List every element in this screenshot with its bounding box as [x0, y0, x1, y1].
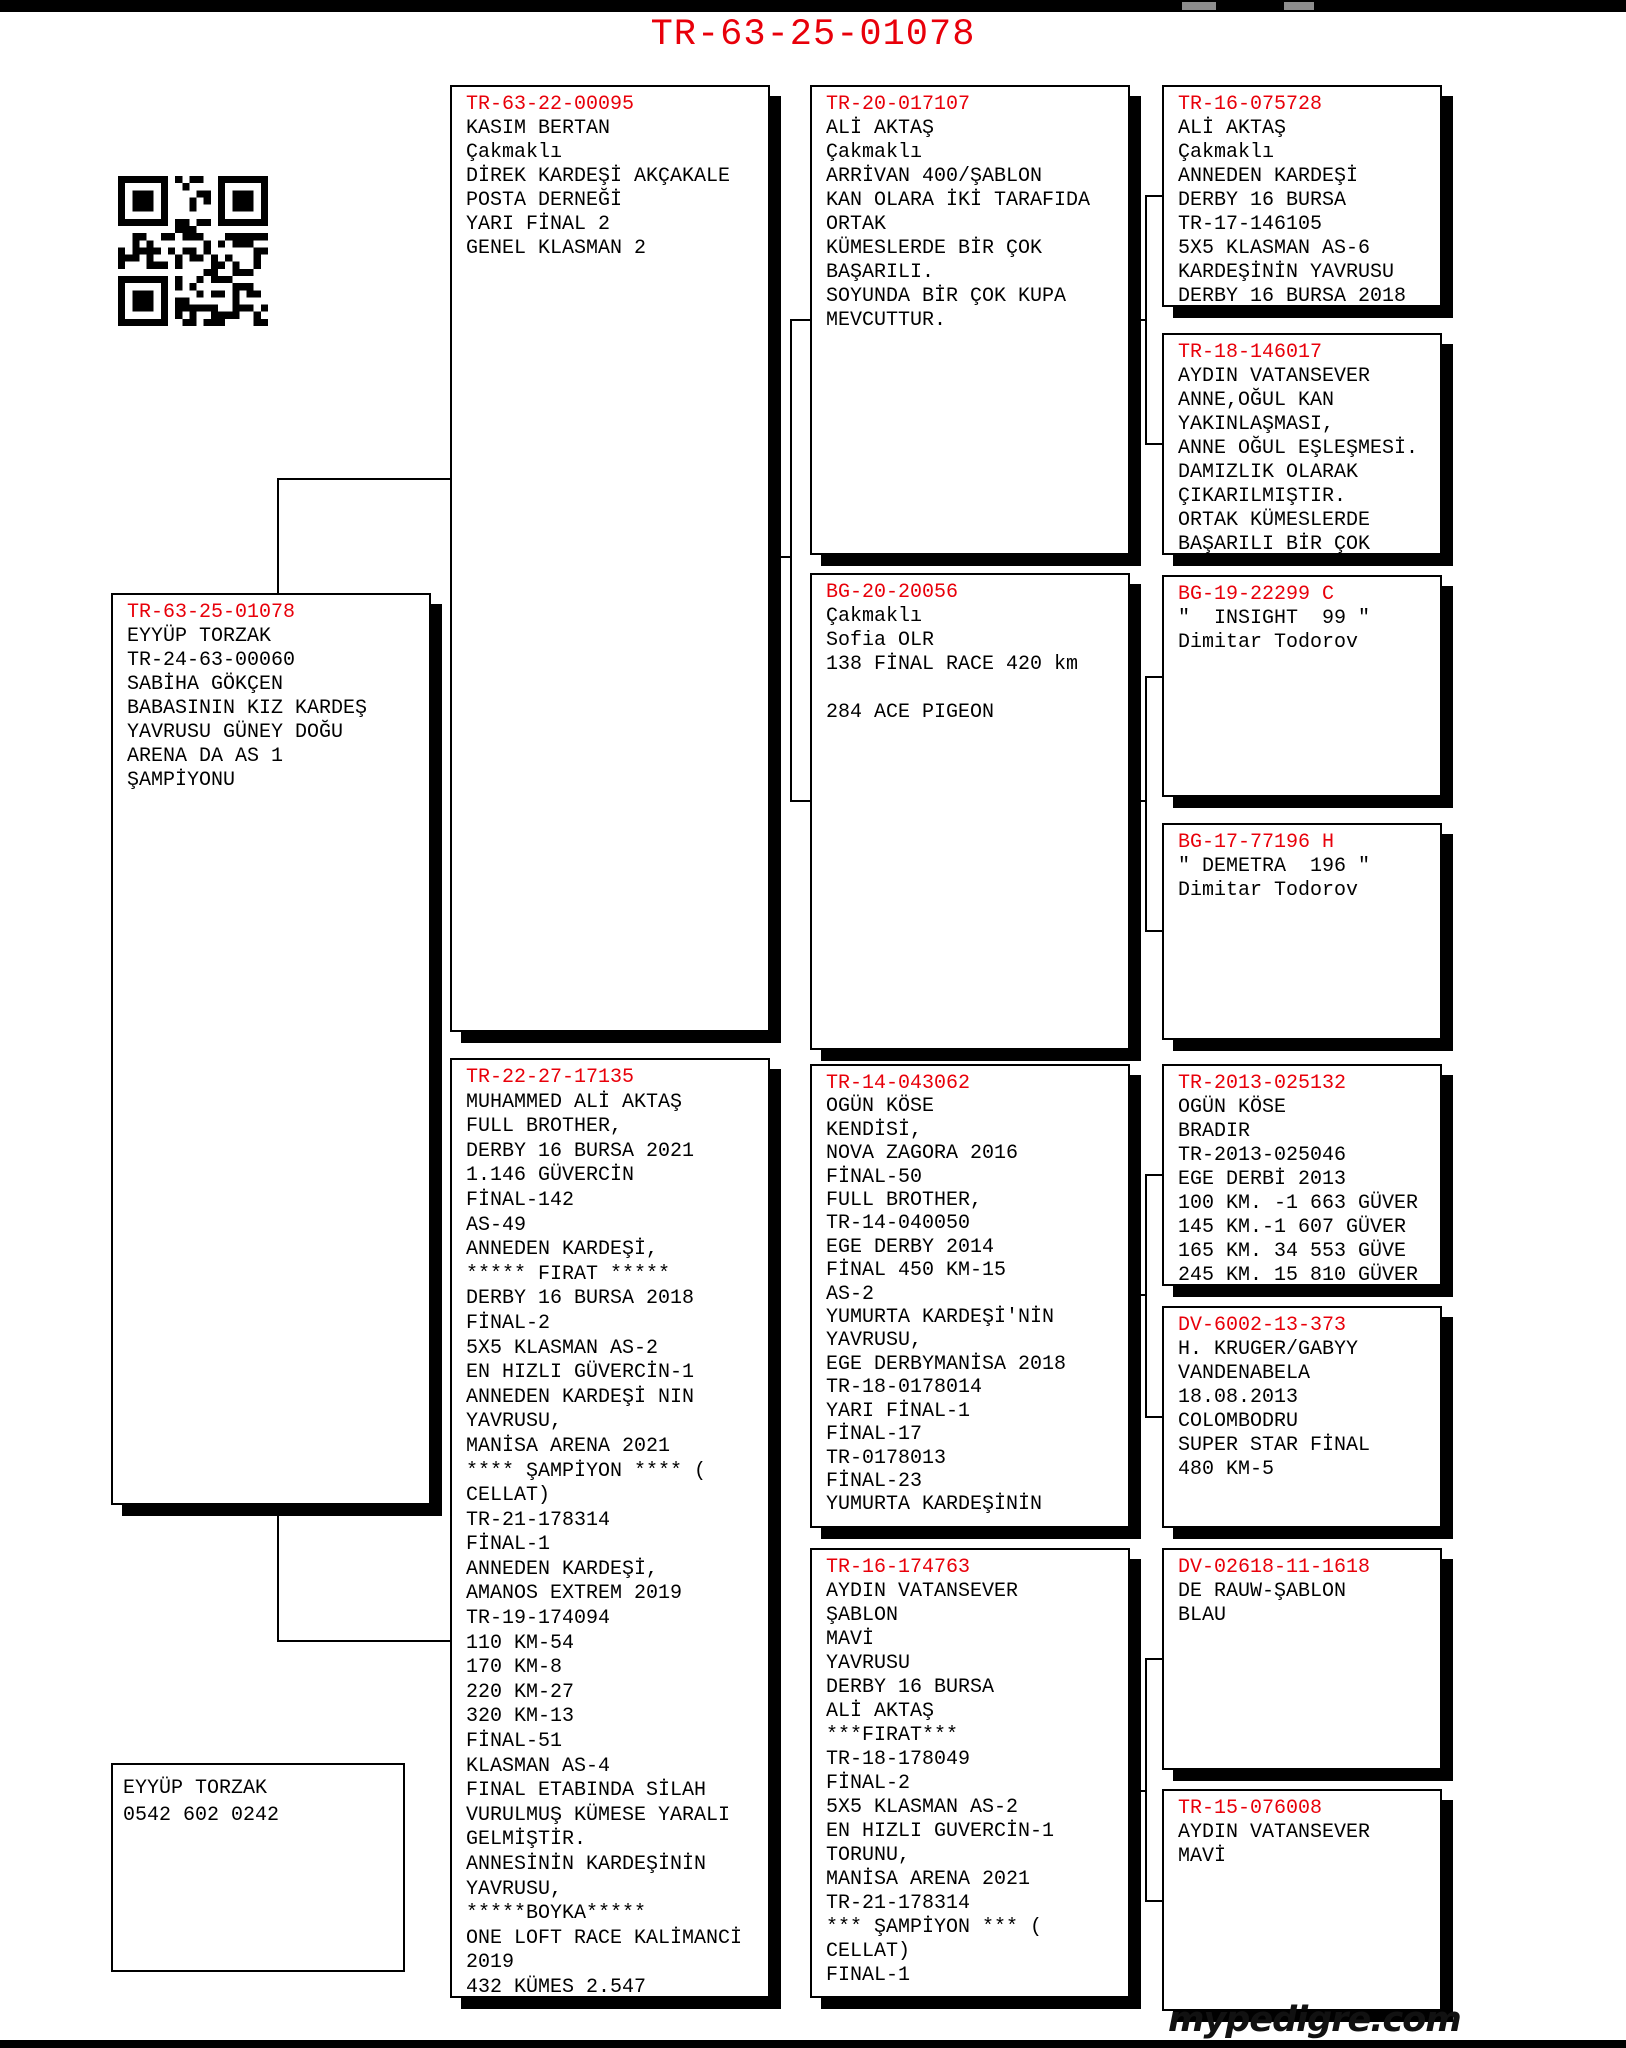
- bottom-border-bar: [0, 2040, 1626, 2048]
- pedigree-line: 100 KM. -1 663 GÜVER: [1178, 1192, 1419, 1215]
- pedigree-line: AS-2: [826, 1282, 875, 1306]
- pedigree-notes: [1178, 1338, 1436, 1482]
- pedigree-line: YARI FİNAL-1: [826, 1399, 971, 1423]
- pedigree-line: 145 KM.-1 607 GÜVER: [1178, 1216, 1407, 1239]
- pedigree-line: EGE DERBİ 2013: [1178, 1168, 1347, 1191]
- pedigree-line: *** ŞAMPİYON *** (: [826, 1916, 1043, 1939]
- pedigree-line: Çakmaklı: [466, 141, 563, 164]
- pedigree-line: ANNE,OĞUL KAN: [1178, 389, 1335, 412]
- pedigree-box-ss-sire: [1162, 85, 1442, 307]
- pedigree-line: TR-0178013: [826, 1446, 947, 1470]
- pedigree-line: ARENA DA AS 1: [127, 745, 284, 768]
- pedigree-line: FİNAL-51: [466, 1730, 563, 1754]
- ring-number: TR-63-22-00095: [466, 93, 635, 116]
- pedigree-line: ″ DEMETRA 196 ″: [1178, 855, 1371, 878]
- pedigree-line: ARRİVAN 400/ŞABLON: [826, 165, 1043, 188]
- pedigree-line: AYDIN VATANSEVER: [1178, 1821, 1371, 1844]
- pedigree-line: SOYUNDA BİR ÇOK KUPA: [826, 285, 1067, 308]
- pedigree-line: ″ INSIGHT 99 ″: [1178, 607, 1371, 630]
- bar-artifact: [1182, 2, 1216, 10]
- pedigree-line: KLASMAN AS-4: [466, 1754, 611, 1778]
- pedigree-line: GELMİŞTİR.: [466, 1828, 587, 1852]
- pedigree-line: MANİSA ARENA 2021: [826, 1868, 1031, 1891]
- pedigree-line: [826, 677, 1124, 701]
- pedigree-line: DERBY 16 BURSA 2021: [466, 1139, 695, 1163]
- pedigree-line: SABİHA GÖKÇEN: [127, 673, 284, 696]
- pedigree-box-sire-dam: [810, 573, 1130, 1050]
- pedigree-line: DERBY 16 BURSA 2018: [466, 1287, 695, 1311]
- pedigree-line: 170 KM-8: [466, 1656, 563, 1680]
- pedigree-line: 18.08.2013: [1178, 1386, 1299, 1409]
- pedigree-line: ***FIRAT***: [826, 1724, 959, 1747]
- pedigree-line: FİNAL-1: [466, 1533, 551, 1557]
- pedigree-line: TR-18-0178014: [826, 1376, 983, 1400]
- pedigree-line: ANNEDEN KARDEŞİ,: [466, 1557, 659, 1581]
- pedigree-line: ONE LOFT RACE KALİMANCİ: [466, 1926, 743, 1950]
- connector-line: [790, 319, 792, 802]
- pedigree-line: BRADIR: [1178, 1120, 1251, 1143]
- bar-artifact: [1284, 2, 1314, 10]
- pedigree-line: TR-21-178314: [826, 1892, 971, 1915]
- pedigree-line: GENEL KLASMAN 2: [466, 237, 647, 260]
- pedigree-line: CELLAT): [826, 1940, 911, 1963]
- pedigree-line: AMANOS EXTREM 2019: [466, 1582, 683, 1606]
- pedigree-line: DERBY 16 BURSA: [1178, 189, 1347, 212]
- ring-number: BG-19-22299 C: [1178, 583, 1335, 606]
- pedigree-line: KÜMESLERDE BİR ÇOK: [826, 237, 1043, 260]
- pedigree-line: FİNAL-50: [826, 1165, 923, 1189]
- connector-line: [277, 1505, 279, 1642]
- pedigree-box-sd-sire: [1162, 575, 1442, 797]
- pedigree-line: ***** FIRAT *****: [466, 1262, 671, 1286]
- ring-number: TR-18-146017: [1178, 341, 1323, 364]
- pedigree-line: MEVCUTTUR.: [826, 309, 947, 332]
- pedigree-line: 5X5 KLASMAN AS-2: [826, 1796, 1019, 1819]
- ring-number: TR-16-075728: [1178, 93, 1323, 116]
- pedigree-box-dd-sire: [1162, 1548, 1442, 1770]
- pedigree-line: ŞAMPİYONU: [127, 769, 236, 792]
- pedigree-line: YAVRUSU,: [466, 1410, 563, 1434]
- connector-line: [1145, 1658, 1162, 1660]
- ring-number: BG-20-20056: [826, 581, 959, 604]
- pedigree-notes: [1178, 1821, 1436, 1869]
- pedigree-line: MUHAMMED ALİ AKTAŞ: [466, 1090, 683, 1114]
- pedigree-notes: [826, 117, 1124, 333]
- pedigree-line: DE RAUW-ŞABLON: [1178, 1580, 1347, 1603]
- connector-line: [1145, 1416, 1162, 1418]
- pedigree-line: EYYÜP TORZAK: [127, 625, 272, 648]
- pedigree-line: VURULMUŞ KÜMESE YARALI: [466, 1803, 731, 1827]
- top-border-bar: [0, 0, 1626, 12]
- pedigree-line: OGÜN KÖSE: [1178, 1096, 1287, 1119]
- pedigree-box-sire-sire: [810, 85, 1130, 555]
- pedigree-line: 480 KM-5: [1178, 1458, 1275, 1481]
- contact-phone: 0542 602 0242: [123, 1804, 280, 1827]
- pedigree-notes: [127, 625, 425, 793]
- pedigree-line: EN HIZLI GÜVERCİN-1: [466, 1361, 695, 1385]
- ring-number: TR-16-174763: [826, 1556, 971, 1579]
- pedigree-box-dam: [450, 1058, 770, 1998]
- connector-line: [1145, 676, 1147, 932]
- pedigree-line: TR-19-174094: [466, 1607, 611, 1631]
- pedigree-line: DAMIZLIK OLARAK: [1178, 461, 1359, 484]
- pedigree-line: YAVRUSU,: [826, 1329, 923, 1353]
- pedigree-line: YAVRUSU,: [466, 1877, 563, 1901]
- ring-number: BG-17-77196 H: [1178, 831, 1335, 854]
- pedigree-line: AS-49: [466, 1213, 527, 1237]
- pedigree-line: FİNAL-2: [826, 1772, 911, 1795]
- pedigree-notes: [466, 117, 764, 261]
- pedigree-line: MAVİ: [826, 1628, 875, 1651]
- pedigree-line: 5X5 KLASMAN AS-2: [466, 1336, 659, 1360]
- pedigree-line: 320 KM-13: [466, 1705, 575, 1729]
- pedigree-notes: [1178, 855, 1436, 903]
- contact-box: [111, 1763, 405, 1972]
- pedigree-line: ALİ AKTAŞ: [826, 1700, 935, 1723]
- page-title: TR-63-25-01078: [650, 14, 976, 56]
- pedigree-line: KARDEŞİNİN YAVRUSU: [1178, 261, 1395, 284]
- pedigree-notes: [1178, 607, 1436, 655]
- pedigree-line: TR-17-146105: [1178, 213, 1323, 236]
- ring-number: TR-15-076008: [1178, 1797, 1323, 1820]
- pedigree-line: YAKINLAŞMASI,: [1178, 413, 1335, 436]
- pedigree-line: **** ŞAMPİYON **** (: [466, 1459, 707, 1483]
- pedigree-line: 110 KM-54: [466, 1631, 575, 1655]
- pedigree-box-ss-dam: [1162, 333, 1442, 555]
- pedigree-line: TR-21-178314: [466, 1508, 611, 1532]
- pedigree-line: H. KRUGER/GABYY: [1178, 1338, 1359, 1361]
- pedigree-line: EGE DERBYMANİSA 2018: [826, 1352, 1067, 1376]
- pedigree-line: KAN OLARA İKİ TARAFIDA: [826, 189, 1091, 212]
- pedigree-line: YUMURTA KARDEŞİNİN: [826, 1493, 1043, 1517]
- pedigree-line: Çakmaklı: [826, 605, 923, 628]
- pedigree-line: YARI FİNAL 2: [466, 213, 611, 236]
- pedigree-box-ds-sire: [1162, 1064, 1442, 1286]
- pedigree-line: 284 ACE PIGEON: [826, 701, 995, 724]
- pedigree-notes: [826, 605, 1124, 725]
- pedigree-notes: [1178, 117, 1436, 307]
- pedigree-line: ALİ AKTAŞ: [1178, 117, 1287, 140]
- pedigree-line: FINAL-1: [826, 1964, 911, 1987]
- pedigree-notes: [826, 1095, 1124, 1516]
- pedigree-box-dam-sire: [810, 1064, 1130, 1528]
- contact-name: EYYÜP TORZAK: [123, 1777, 268, 1800]
- connector-line: [790, 800, 810, 802]
- connector-line: [1145, 1900, 1162, 1902]
- pedigree-line: TR-18-178049: [826, 1748, 971, 1771]
- pedigree-line: FULL BROTHER,: [826, 1189, 983, 1213]
- pedigree-line: EN HIZLI GUVERCİN-1: [826, 1820, 1055, 1843]
- connector-line: [790, 319, 810, 321]
- pedigree-line: OGÜN KÖSE: [826, 1095, 935, 1119]
- pedigree-line: YAVRUSU: [826, 1652, 911, 1675]
- pedigree-line: 1.146 GÜVERCİN: [466, 1164, 635, 1188]
- pedigree-line: DİREK KARDEŞİ AKÇAKALE: [466, 165, 731, 188]
- pedigree-line: 432 KÜMES 2.547: [466, 1975, 647, 1998]
- pedigree-line: Çakmaklı: [1178, 141, 1275, 164]
- pedigree-line: FİNAL-17: [826, 1423, 923, 1447]
- pedigree-line: FİNAL-142: [466, 1188, 575, 1212]
- pedigree-line: ORTAK KÜMESLERDE: [1178, 509, 1371, 532]
- pedigree-box-subject: [111, 593, 431, 1505]
- pedigree-line: MANİSA ARENA 2021: [466, 1434, 671, 1458]
- ring-number: DV-02618-11-1618: [1178, 1556, 1371, 1579]
- pedigree-line: 220 KM-27: [466, 1680, 575, 1704]
- pedigree-box-dam-dam: [810, 1548, 1130, 1998]
- connector-line: [277, 1640, 450, 1642]
- pedigree-line: 5X5 KLASMAN AS-6: [1178, 237, 1371, 260]
- pedigree-box-dd-dam: [1162, 1789, 1442, 2011]
- ring-number: TR-20-017107: [826, 93, 971, 116]
- site-logo: mypedigre.com: [1168, 2000, 1461, 2040]
- pedigree-box-sd-dam: [1162, 823, 1442, 1040]
- connector-line: [1145, 195, 1147, 445]
- pedigree-line: TR-24-63-00060: [127, 649, 296, 672]
- connector-line: [1145, 1658, 1147, 1902]
- ring-number: TR-63-25-01078: [127, 601, 296, 624]
- pedigree-line: ANNEDEN KARDEŞİ NIN: [466, 1385, 695, 1409]
- pedigree-line: ANNEDEN KARDEŞİ: [1178, 165, 1359, 188]
- pedigree-line: ÇIKARILMIŞTIR.: [1178, 485, 1347, 508]
- pedigree-line: YAVRUSU GÜNEY DOĞU: [127, 721, 344, 744]
- pedigree-line: FİNAL 450 KM-15: [826, 1259, 1007, 1283]
- connector-line: [277, 478, 450, 480]
- pedigree-line: DERBY 16 BURSA: [826, 1676, 995, 1699]
- pedigree-line: TR-14-040050: [826, 1212, 971, 1236]
- pedigree-line: SUPER STAR FİNAL: [1178, 1434, 1371, 1457]
- pedigree-line: COLOMBODRU: [1178, 1410, 1299, 1433]
- connector-line: [1145, 443, 1162, 445]
- pedigree-line: ŞABLON: [826, 1604, 899, 1627]
- connector-line: [1145, 195, 1162, 197]
- pedigree-line: ORTAK: [826, 213, 887, 236]
- pedigree-notes: [1178, 1096, 1436, 1286]
- pedigree-notes: [466, 1091, 764, 1998]
- pedigree-line: BLAU: [1178, 1604, 1227, 1627]
- pedigree-line: VANDENABELA: [1178, 1362, 1311, 1385]
- pedigree-notes: [826, 1580, 1124, 1988]
- pedigree-line: AYDIN VATANSEVER: [826, 1580, 1019, 1603]
- pedigree-line: CELLAT): [466, 1484, 551, 1508]
- pedigree-line: 165 KM. 34 553 GÜVE: [1178, 1240, 1407, 1263]
- pedigree-line: BABASININ KIZ KARDEŞ: [127, 697, 368, 720]
- pedigree-line: BAŞARILI BİR ÇOK: [1178, 533, 1371, 555]
- pedigree-line: ALİ AKTAŞ: [826, 117, 935, 140]
- pedigree-line: ANNE OĞUL EŞLEŞMESİ.: [1178, 437, 1419, 460]
- pedigree-line: 2019: [466, 1951, 515, 1975]
- pedigree-line: EGE DERBY 2014: [826, 1235, 995, 1259]
- pedigree-line: KENDİSİ,: [826, 1118, 923, 1142]
- ring-number: DV-6002-13-373: [1178, 1314, 1347, 1337]
- ring-number: TR-14-043062: [826, 1072, 971, 1095]
- pedigree-line: TR-2013-025046: [1178, 1144, 1347, 1167]
- pedigree-line: ANNEDEN KARDEŞİ,: [466, 1238, 659, 1262]
- pedigree-line: 245 KM. 15 810 GÜVER: [1178, 1264, 1419, 1286]
- ring-number: TR-2013-025132: [1178, 1072, 1347, 1095]
- pedigree-line: FINAL ETABINDA SİLAH: [466, 1779, 707, 1803]
- pedigree-box-sire: [450, 85, 770, 1032]
- pedigree-line: Sofia OLR: [826, 629, 935, 652]
- qr-code-svg: [118, 176, 268, 326]
- pedigree-line: FİNAL-2: [466, 1311, 551, 1335]
- pedigree-line: Dimitar Todorov: [1178, 631, 1359, 654]
- pedigree-line: AYDIN VATANSEVER: [1178, 365, 1371, 388]
- pedigree-line: TORUNU,: [826, 1844, 911, 1867]
- pedigree-notes: [1178, 365, 1436, 555]
- pedigree-notes: [1178, 1580, 1436, 1628]
- pedigree-line: ANNESİNİN KARDEŞİNİN: [466, 1853, 707, 1876]
- pedigree-line: FULL BROTHER,: [466, 1115, 623, 1139]
- pedigree-line: KASIM BERTAN: [466, 117, 611, 140]
- pedigree-line: YUMURTA KARDEŞİ'NİN: [826, 1306, 1055, 1330]
- connector-line: [1145, 930, 1162, 932]
- ring-number: TR-22-27-17135: [466, 1066, 635, 1089]
- pedigree-line: FİNAL-23: [826, 1469, 923, 1493]
- pedigree-box-ds-dam: [1162, 1306, 1442, 1528]
- connector-line: [772, 556, 792, 558]
- pedigree-line: DERBY 16 BURSA 2018: [1178, 285, 1407, 307]
- pedigree-line: *****BOYKA*****: [466, 1902, 647, 1926]
- pedigree-line: POSTA DERNEĞİ: [466, 189, 623, 212]
- pedigree-line: NOVA ZAGORA 2016: [826, 1142, 1019, 1166]
- qr-code-icon: [118, 176, 268, 326]
- connector-line: [1145, 1174, 1147, 1418]
- pedigree-line: Çakmaklı: [826, 141, 923, 164]
- connector-line: [1145, 1174, 1162, 1176]
- connector-line: [277, 478, 279, 595]
- pedigree-line: MAVİ: [1178, 1845, 1227, 1868]
- pedigree-line: BAŞARILI.: [826, 261, 935, 284]
- pedigree-line: 138 FİNAL RACE 420 km: [826, 653, 1079, 676]
- connector-line: [1145, 676, 1162, 678]
- pedigree-line: Dimitar Todorov: [1178, 879, 1359, 902]
